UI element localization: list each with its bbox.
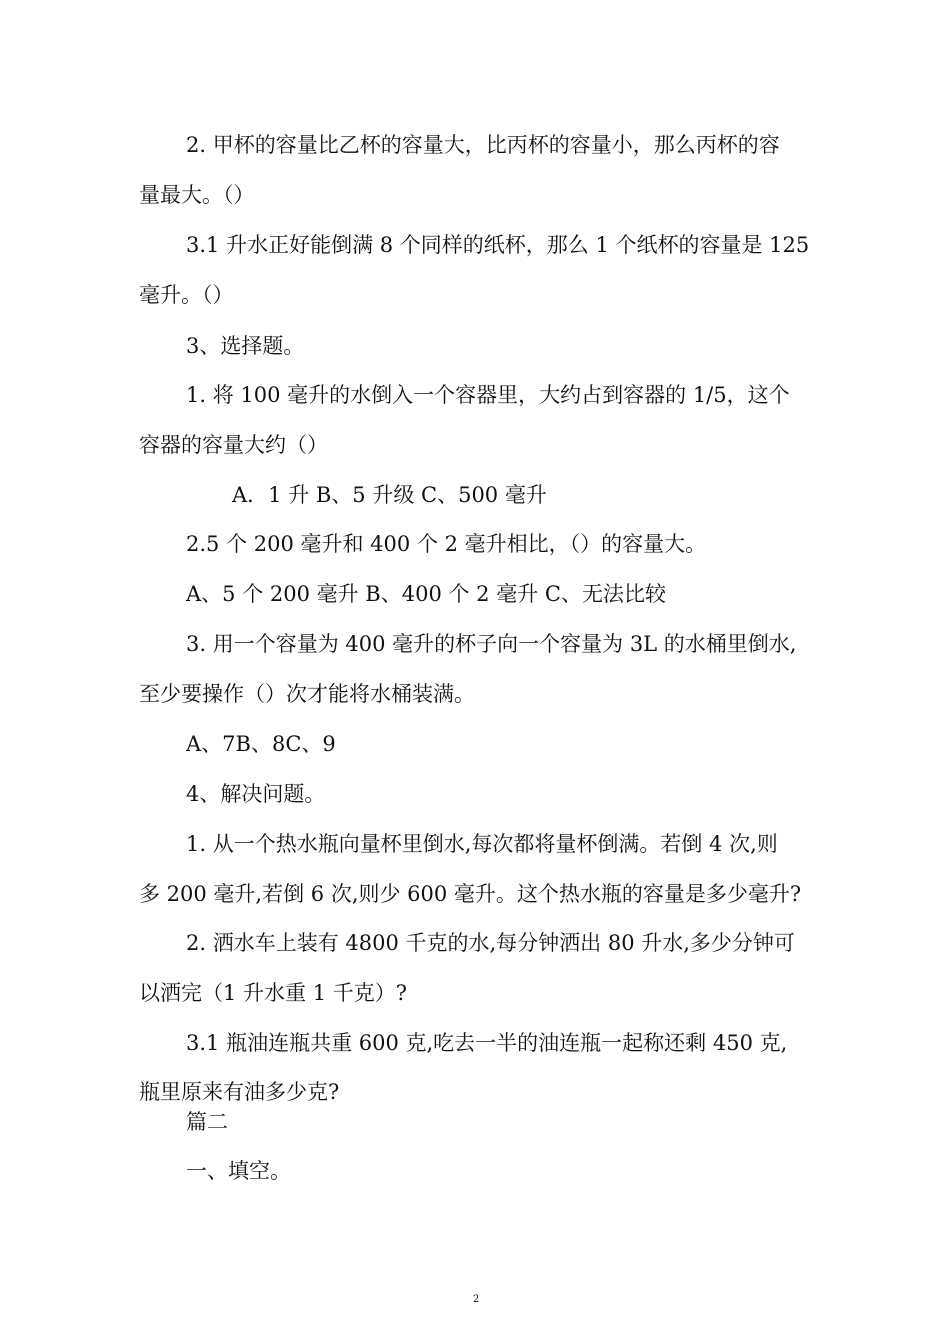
problems-q1-line2: 多 200 毫升,若倒 6 次,则少 600 毫升。这个热水瓶的容量是多少毫升? bbox=[139, 882, 802, 906]
choice-q1-options: A．1 升 B、5 升级 C、500 毫升 bbox=[232, 483, 547, 507]
judgment-q2-line1: 2. 甲杯的容量比乙杯的容量大，比丙杯的容量小，那么丙杯的容 bbox=[186, 133, 780, 157]
choice-heading: 3、选择题。 bbox=[186, 334, 305, 358]
choice-q2-line1: 2.5 个 200 毫升和 400 个 2 毫升相比，（）的容量大。 bbox=[186, 532, 707, 556]
section2-heading: 一、填空。 bbox=[186, 1159, 291, 1183]
choice-q2-options: A、5 个 200 毫升 B、400 个 2 毫升 C、无法比较 bbox=[186, 582, 666, 606]
choice-q1-line1: 1. 将 100 毫升的水倒入一个容器里，大约占到容器的 1/5，这个 bbox=[186, 383, 790, 407]
choice-q3-line2: 至少要操作（）次才能将水桶装满。 bbox=[139, 682, 475, 706]
choice-q1-line2: 容器的容量大约（） bbox=[139, 433, 328, 457]
problems-q1-line1: 1. 从一个热水瓶向量杯里倒水,每次都将量杯倒满。若倒 4 次,则 bbox=[186, 832, 778, 856]
section2-title: 篇二 bbox=[186, 1110, 228, 1134]
problems-heading: 4、解决问题。 bbox=[186, 782, 326, 806]
judgment-q3-line1: 3.1 升水正好能倒满 8 个同样的纸杯，那么 1 个纸杯的容量是 125 bbox=[186, 233, 810, 257]
problems-q3-line2: 瓶里原来有油多少克? bbox=[139, 1080, 340, 1104]
choice-q3-line1: 3. 用一个容量为 400 毫升的杯子向一个容量为 3L 的水桶里倒水, bbox=[186, 632, 797, 656]
problems-q2-line1: 2. 洒水车上装有 4800 千克的水,每分钟洒出 80 升水,多少分钟可 bbox=[186, 931, 795, 955]
problems-q2-line2: 以洒完（1 升水重 1 千克）? bbox=[139, 981, 408, 1005]
choice-q3-options: A、7B、8C、9 bbox=[186, 732, 336, 756]
judgment-q3-line2: 毫升。（） bbox=[139, 283, 234, 307]
judgment-q2-line2: 量最大。（） bbox=[139, 183, 255, 207]
page-number: 2 bbox=[472, 1294, 480, 1305]
problems-q3-line1: 3.1 瓶油连瓶共重 600 克,吃去一半的油连瓶一起称还剩 450 克, bbox=[186, 1031, 788, 1055]
